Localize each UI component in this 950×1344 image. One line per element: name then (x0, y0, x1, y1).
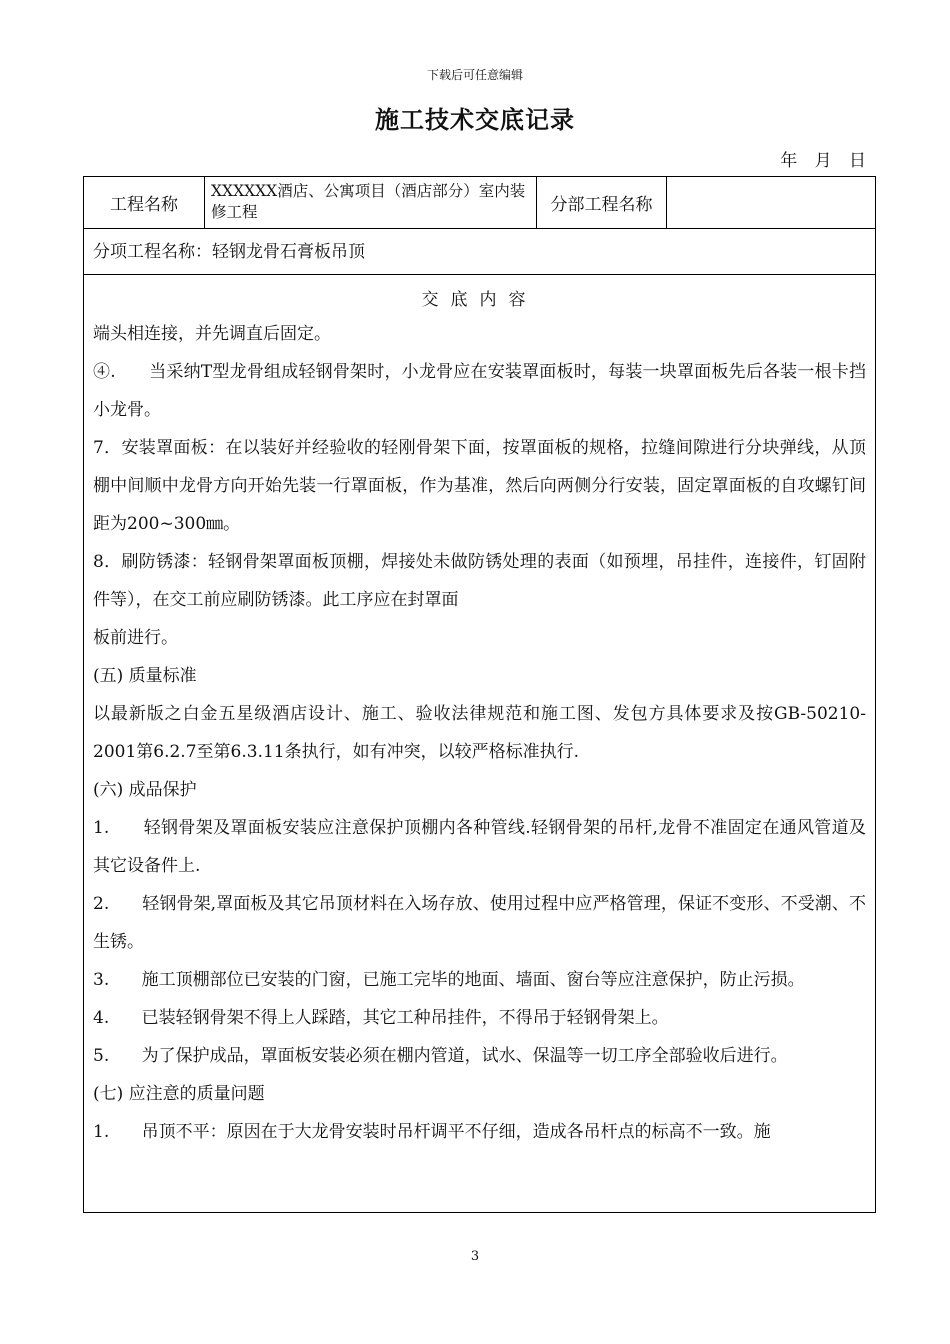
page-number: 3 (470, 1249, 480, 1264)
content-paragraph: 2. 轻钢骨架,罩面板及其它吊顶材料在入场存放、使用过程中应严格管理，保证不变形、不受潮、不生锈。 (93, 894, 866, 952)
disclosure-content (84, 275, 875, 1212)
section-heading: (七) 应注意的质量问题 (93, 1084, 265, 1104)
content-paragraph: 7．安装罩面板：在以装好并经验收的轻刚骨架下面，按罩面板的规格，拉缝间隙进行分块弹线，从顶棚中间顺中龙骨方向开始先装一行罩面板，作为基准，然后向两侧分行安装，固定罩面板的自攻螺钉间距为200~300㎜。 (93, 438, 866, 534)
content-paragraph: 3. 施工顶棚部位已安装的门窗，已施工完毕的地面、墙面、窗台等应注意保护，防止污损。 (93, 970, 805, 990)
sub-project-value (667, 177, 875, 228)
content-paragraph: 以最新版之白金五星级酒店设计、施工、验收法律规范和施工图、发包方具体要求及按GB-50210-2001第6.2.7至第6.3.11条执行，如有冲突，以较严格标准执行. (93, 704, 866, 762)
sub-project-label: 分部工程名称 (537, 177, 667, 228)
date-line: 年 月 日 (780, 151, 866, 171)
section-heading: (六) 成品保护 (93, 780, 197, 800)
content-paragraph: 4. 已装轻钢骨架不得上人踩踏，其它工种吊挂件，不得吊于轻钢骨架上。 (93, 1008, 669, 1028)
project-info-row (84, 177, 875, 229)
content-paragraph: 5. 为了保护成品，罩面板安装必须在棚内管道，试水、保温等一切工序全部验收后进行。 (93, 1046, 788, 1066)
header-note: 下载后可任意编辑 (426, 68, 523, 82)
project-name-label: 工程名称 (84, 177, 205, 228)
disclosure-table (83, 176, 876, 1213)
section-heading: (五) 质量标准 (93, 666, 197, 686)
project-name-value: XXXXXX酒店、公寓项目（酒店部分）室内装修工程 (205, 177, 537, 228)
content-paragraph: 1. 轻钢骨架及罩面板安装应注意保护顶棚内各种管线.轻钢骨架的吊杆,龙骨不准固定在通风管道及其它设备件上. (93, 818, 866, 876)
content-paragraph: 板前进行。 (93, 628, 178, 648)
content-paragraph: 1. 吊顶不平：原因在于大龙骨安装时吊杆调平不仔细，造成各吊杆点的标高不一致。施 (93, 1122, 771, 1142)
content-paragraph: 端头相连接，并先调直后固定。 (93, 324, 331, 344)
content-heading: 交底内容 (421, 290, 538, 310)
item-name-row: 分项工程名称：轻钢龙骨石膏板吊顶 (84, 229, 875, 275)
content-paragraph: 8．刷防锈漆：轻钢骨架罩面板顶棚，焊接处未做防锈处理的表面（如预埋，吊挂件，连接件，钉固附件等），在交工前应刷防锈漆。此工序应在封罩面 (93, 552, 866, 610)
content-paragraph: ④. 当采纳T型龙骨组成轻钢骨架时，小龙骨应在安装罩面板时，每装一块罩面板先后各装一根卡挡小龙骨。 (93, 362, 866, 420)
document-title: 施工技术交底记录 (375, 105, 575, 134)
